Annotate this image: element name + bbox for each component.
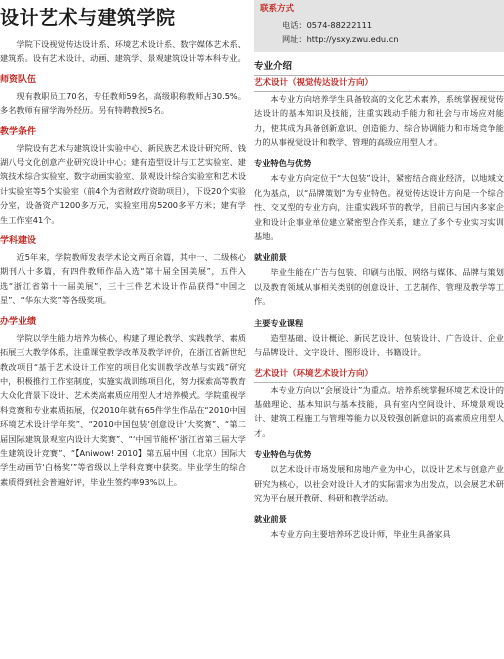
env-direction-heading: 艺术设计（环境艺术设计方向） [254, 368, 504, 383]
visual-courses-heading: 主要专业课程 [254, 317, 304, 328]
visual-direction-heading: 艺术设计（视觉传达设计方向） [254, 77, 504, 92]
achievements-heading: 办学业绩 [0, 316, 37, 327]
contact-phone-line [260, 18, 496, 32]
college-intro: 学院下设视觉传达设计系、环境艺术设计系、数字媒体艺术系、建筑系。设有艺术设计、动画、建筑学、景观建筑设计等本科专业。 [0, 39, 246, 64]
discipline-heading: 学科建设 [0, 236, 37, 247]
visual-features-text: 本专业方向定位于“大包装”设计，紧密结合商业经济，以地域文化为基点，以“品牌策划”为专业特色。视觉传达设计方向是一个综合性、交叉型的专业方向，注重实践环节的教学，目前已与国内多家企业和设计企事业单位建立紧密型合作关系，建立了多个专业实习实训基地。 [254, 173, 504, 242]
faculty-text: 现有教职员工70名，专任教师59名，高级职称教师占30.5%。多名教师有留学海外经历。另有特聘教授5名。 [0, 90, 246, 116]
contact-box [254, 0, 504, 52]
achievements-text: 学院以学生能力培养为核心，构建了理论教学、实践教学、素质拓展三大教学体系，注重课堂教学改革及教学评价，在浙江省新世纪教改项目“基于艺术设计工作室的项目化实训教学改革与实践”研究中，积极推行工作室制度，实施实战训练项目化，努力探索高等教育大众化背景下设计、艺术类高素质应用型人才培养模式。学院重视学科竞赛和专业素质拓展，仅2010年就有65件学生作品在“2010中国环境艺术设计学年奖”、“2010中国包装‘创意设计’大奖赛”、“第二届国际建筑景观室内设计大奖赛”、“‘中国节能杯’浙江省第三届大学生建筑设计竞赛”、“【Aniwow! 2010】第五届中国（北京）国际大学生动画节‘白杨奖’”等省级以上学科竞赛中获奖。毕业学生的综合素质得到社会普遍好评，毕业生签约率93%以上。 [0, 332, 246, 487]
contact-web-line [260, 32, 496, 46]
visual-prospects-heading: 就业前景 [254, 252, 287, 263]
college-title: 设计艺术与建筑学院 [0, 7, 176, 29]
left-column [0, 0, 246, 659]
phone-label: 电话： [282, 20, 307, 30]
faculty-heading: 师资队伍 [0, 74, 37, 85]
visual-features-heading: 专业特色与优势 [254, 158, 312, 169]
env-prospects-heading: 就业前景 [254, 514, 287, 525]
right-column [254, 0, 504, 659]
phone-number: 0574-88222111 [306, 20, 373, 30]
env-prospects-text: 本专业方向主要培养环艺设计师，毕业生具备家具 [270, 529, 451, 540]
conditions-text: 学院设有艺术与建筑设计实验中心、新民族艺术设计研究所、钱湖八号文化创意产业研究设计中心；建有造型设计与工艺实验室、建筑技术综合实验室、数字动画实验室、景观设计综合实验室和艺术设计实验室等5个实验室（前4个为省财政疗资助项目），下设20个实验分室，设备资产1200多万元，实验室用房5200多平方米；建有学生工作室41个。 [0, 142, 246, 225]
conditions-heading: 教学条件 [0, 126, 37, 137]
discipline-text: 近5年来，学院教师发表学术论文两百余篇，其中一、二级核心期刊八十多篇，有四件教师作品入选“第十届全国美展”，五件入选“浙江省第十一届美展”，三十三件艺术设计作品获得“中国之星”、“华东大奖”等各级奖项。 [0, 252, 246, 306]
web-url[interactable]: http://ysxy.zwu.edu.cn [306, 34, 399, 45]
contact-heading: 联系方式 [260, 4, 295, 14]
env-features-heading: 专业特色与优势 [254, 449, 312, 460]
visual-intro: 本专业方向培养学生具备较高的文化艺术素养，系统掌握视觉传达设计的基本知识及技能，注重实践动手能力和社会与市场应对能力，使其成为具备创新意识、创造能力、综合协调能力和市场竞争能力的从事视觉设计和教学、管理的高级应用型人才。 [254, 93, 504, 148]
web-label: 网址： [282, 34, 307, 45]
env-intro: 本专业方向以“会展设计”为重点。培养系统掌握环境艺术设计的基础理论、基本知识与基本技能，具有室内空间设计、环境景观设计、建筑工程施工与管理等能力以及较强创新意识的高素质应用型人才。 [254, 384, 504, 438]
visual-courses-text: 造型基础、设计概论、新民艺设计、包装设计、广告设计、企业与品牌设计、文字设计、图形设计、书籍设计。 [254, 332, 504, 358]
env-features-text: 以艺术设计市场发展和房地产业为中心，以设计艺术与创意产业研究为核心，以社会对设计人才的实际需求为出发点，以会展艺术研究为平台展开教研、科研和教学活动。 [254, 464, 504, 503]
majors-heading: 专业介绍 [254, 60, 504, 76]
visual-prospects-text: 毕业生能在广告与包装、印刷与出版、网络与媒体、品牌与策划以及教育领域从事相关类别的创意设计、工艺制作、管理及教学等工作。 [254, 267, 504, 307]
